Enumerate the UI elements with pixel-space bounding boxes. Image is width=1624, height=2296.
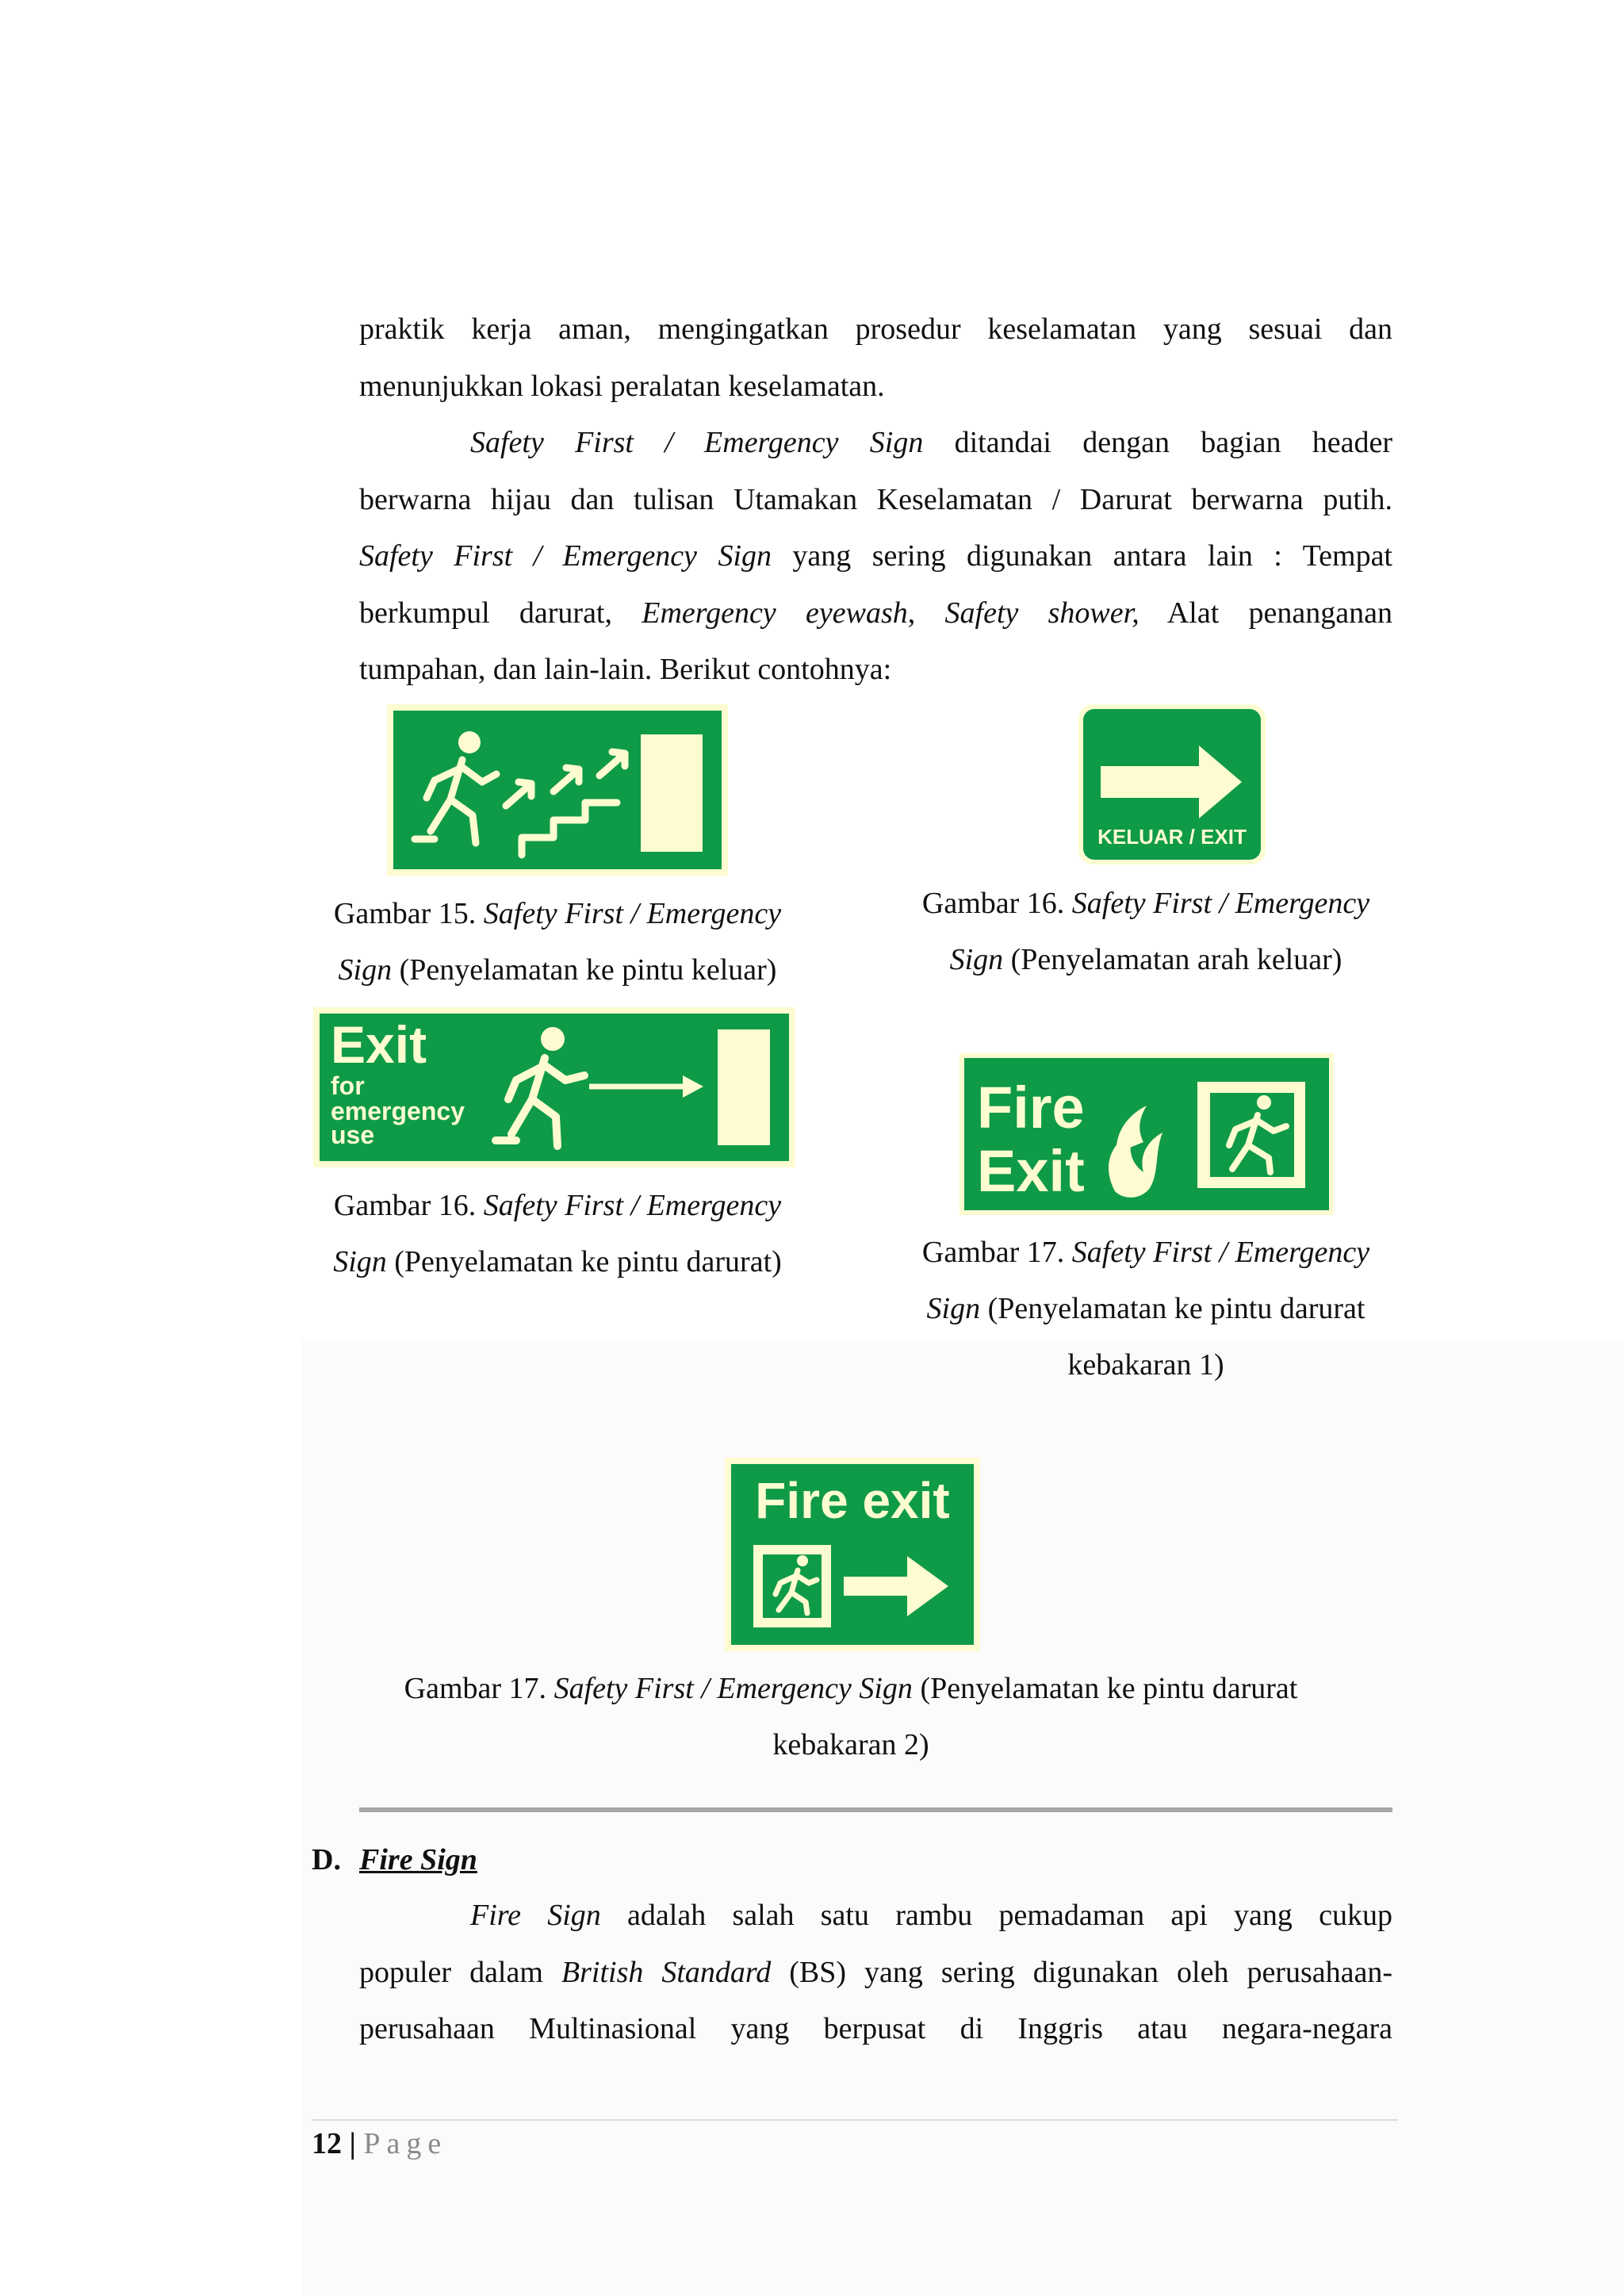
exit-emergency-word: emergency [331, 1097, 465, 1125]
term-shower: Safety shower, [944, 596, 1139, 630]
intro-p2-text-5: Alat penanganan [1139, 596, 1393, 630]
section-d-paragraph [359, 1888, 1392, 2058]
caption-figure-17b [359, 1661, 1342, 1773]
caption-16b-italic: Safety First / Emergency [483, 1189, 782, 1222]
section-d-text-3: (BS) yang sering digunakan oleh perusahaan- [771, 1955, 1392, 1989]
sign-exit-emergency-graphic [313, 1007, 795, 1167]
term-eyewash: Emergency eyewash [642, 596, 908, 630]
section-d-line-1 [359, 1888, 1392, 1945]
sign-fire-exit-1 [959, 1053, 1334, 1215]
caption-17b-label: Gambar 17. [404, 1672, 554, 1705]
sign-exit-emergency [313, 1007, 795, 1167]
caption-15-rest: (Penyelamatan ke pintu keluar) [392, 953, 777, 987]
intro-paragraph [359, 301, 1392, 699]
caption-16b-italic-2: Sign [333, 1245, 387, 1278]
keluar-exit-label: KELUAR / EXIT [1097, 825, 1247, 849]
intro-p2-line-2: berwarna hijau dan tulisan Utamakan Keselamatan / Darurat berwarna putih. [359, 482, 1392, 516]
section-d-line-2 [359, 1945, 1392, 2002]
exit-word-2: Exit [977, 1138, 1085, 1204]
caption-17a-italic: Safety First / Emergency [1071, 1236, 1370, 1269]
intro-p2-text-3: berkumpul darurat, [359, 596, 642, 630]
footer-rule [312, 2119, 1398, 2121]
section-d-title: Fire Sign [359, 1843, 477, 1876]
section-d-line-3: perusahaan Multinasional yang berpusat di Inggris atau negara-negara [359, 2012, 1392, 2045]
intro-p2-line-1 [359, 415, 1392, 472]
intro-p2-line-3 [359, 528, 1392, 585]
caption-16a-italic: Safety First / Emergency [1071, 887, 1370, 920]
section-d-text-2: populer dalam [359, 1955, 561, 1989]
caption-figure-16b [312, 1178, 803, 1290]
fire-exit-word: Fire exit [755, 1472, 950, 1529]
intro-p2-line-4 [359, 585, 1392, 642]
sign-keluar-exit [1078, 704, 1266, 864]
intro-line-2: menunjukkan lokasi peralatan keselamatan. [359, 369, 885, 403]
caption-15-label: Gambar 15. [333, 897, 484, 930]
caption-figure-17a [896, 1225, 1396, 1393]
caption-17a-italic-2: Sign [926, 1292, 981, 1325]
intro-p2-text-4: , [907, 596, 945, 630]
caption-16b-label: Gambar 16. [333, 1189, 484, 1222]
fire-word: Fire [977, 1075, 1085, 1140]
caption-17a-rest-2: kebakaran 1) [1067, 1348, 1224, 1382]
caption-17b-rest-2: kebakaran 2) [772, 1728, 929, 1761]
caption-15-italic: Safety First / Emergency [483, 897, 782, 930]
caption-16a-rest: (Penyelamatan arah keluar) [1003, 943, 1342, 976]
section-d-text-1: adalah salah satu rambu pemadaman api yang cukup [600, 1899, 1392, 1932]
section-divider [359, 1807, 1392, 1812]
term-safety-first: Safety First / Emergency Sign [470, 426, 924, 459]
section-d-heading [312, 1836, 477, 1884]
exit-use-word: use [331, 1121, 375, 1149]
page-footer [312, 2122, 447, 2165]
intro-p2-text-1: ditandai dengan bagian header [923, 426, 1392, 459]
sign-keluar-graphic [1078, 704, 1266, 864]
sign-fire-exit-2-graphic [725, 1458, 980, 1651]
caption-16a-italic-2: Sign [949, 943, 1004, 976]
intro-line-1: praktik kerja aman, mengingatkan prosedur keselamatan yang sesuai dan [359, 312, 1392, 346]
sign-fire-exit-2 [725, 1458, 980, 1651]
page-label: Page [363, 2127, 448, 2160]
caption-figure-16a [896, 876, 1396, 988]
intro-p2-line-5: tumpahan, dan lain-lain. Berikut contohnya: [359, 653, 892, 686]
exit-for-word: for [331, 1071, 365, 1100]
sign-stairs-exit [387, 704, 728, 876]
caption-17b-italic: Safety First / Emergency Sign [553, 1672, 913, 1705]
section-d-letter: D. [312, 1843, 341, 1876]
caption-16b-rest: (Penyelamatan ke pintu darurat) [386, 1245, 782, 1278]
sign-fire-exit-1-graphic [959, 1053, 1334, 1215]
door-icon [718, 1029, 770, 1145]
caption-17a-label: Gambar 17. [921, 1236, 1072, 1269]
footer-separator: | [342, 2127, 364, 2160]
page-number: 12 [312, 2127, 342, 2160]
intro-p2-text-2: yang sering digunakan antara lain : Tempat [772, 539, 1392, 573]
caption-15-italic-2: Sign [338, 953, 393, 987]
caption-16a-label: Gambar 16. [921, 887, 1072, 920]
sign-stairs-graphic [387, 704, 728, 876]
caption-figure-15 [312, 886, 803, 999]
term-safety-first-2: Safety First / Emergency Sign [359, 539, 772, 573]
caption-17a-rest: (Penyelamatan ke pintu darurat [980, 1292, 1365, 1325]
caption-17b-rest: (Penyelamatan ke pintu darurat [912, 1672, 1298, 1705]
exit-word: Exit [331, 1015, 427, 1074]
term-british-standard: British Standard [561, 1955, 772, 1989]
term-fire-sign: Fire Sign [470, 1899, 601, 1932]
